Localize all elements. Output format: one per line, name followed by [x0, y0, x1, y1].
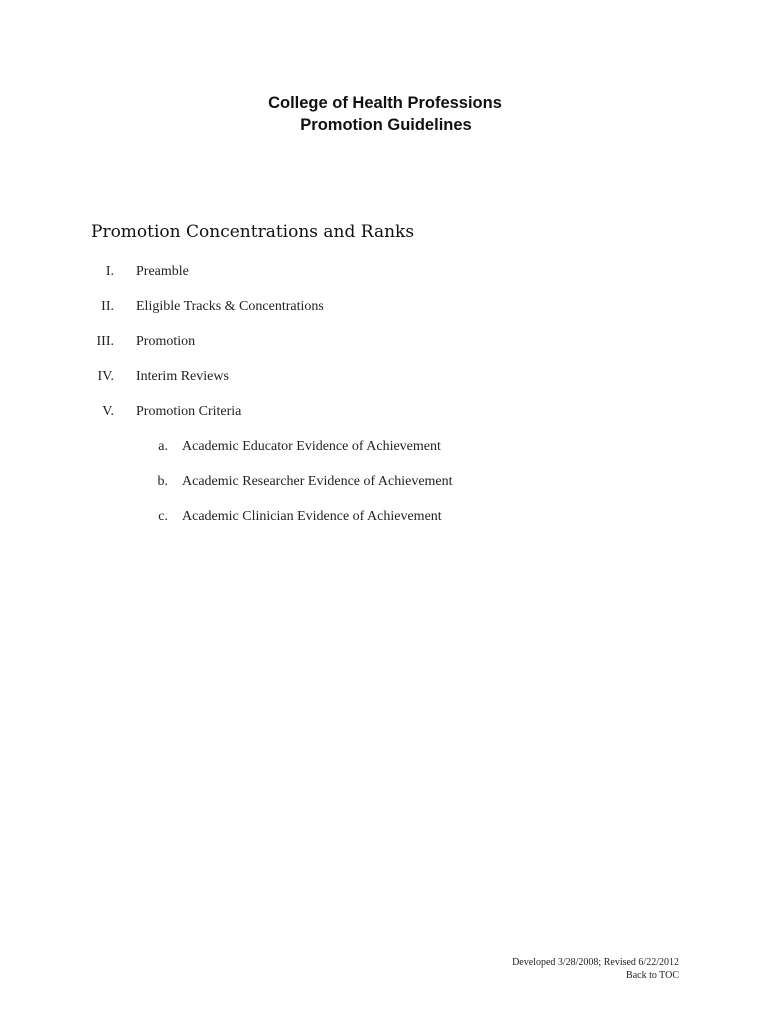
page-footer: [512, 956, 679, 982]
toc-subitem-educator[interactable]: [0, 437, 770, 472]
toc-sublist: [0, 437, 770, 542]
document-title: [0, 92, 770, 136]
toc-item-promotion-criteria[interactable]: [0, 402, 770, 437]
toc-item-label[interactable]: Promotion: [136, 334, 196, 349]
toc-subitem-label[interactable]: Academic Researcher Evidence of Achievement: [182, 474, 453, 489]
revision-dates: Developed 3/28/2008; Revised 6/22/2012: [512, 957, 679, 968]
toc-item-number: V.: [102, 404, 114, 419]
toc-item-label[interactable]: Interim Reviews: [136, 369, 229, 384]
toc-item-preamble[interactable]: [0, 262, 770, 297]
toc-subitem-clinician[interactable]: [0, 507, 770, 542]
toc-item-interim-reviews[interactable]: [0, 367, 770, 402]
title-line-college: College of Health Professions: [268, 94, 502, 112]
toc-subitem-researcher[interactable]: [0, 472, 770, 507]
title-line-guidelines: Promotion Guidelines: [300, 116, 472, 134]
toc-item-label[interactable]: Preamble: [136, 264, 189, 279]
toc-subitem-letter: c.: [158, 509, 168, 524]
back-to-toc-link[interactable]: Back to TOC: [626, 970, 679, 981]
toc-subitem-letter: a.: [158, 439, 168, 454]
toc-subitem-label[interactable]: Academic Educator Evidence of Achievement: [182, 439, 441, 454]
toc-item-promotion[interactable]: [0, 332, 770, 367]
toc-item-number: I.: [105, 264, 114, 279]
toc-item-number: IV.: [97, 369, 114, 384]
toc-item-number: II.: [101, 299, 114, 314]
toc-item-number: III.: [96, 334, 114, 349]
toc-list: [0, 262, 770, 437]
toc-subitem-label[interactable]: Academic Clinician Evidence of Achievement: [182, 509, 442, 524]
toc-item-eligible-tracks[interactable]: [0, 297, 770, 332]
toc-item-label[interactable]: Promotion Criteria: [136, 404, 242, 419]
toc-subitem-letter: b.: [157, 474, 168, 489]
section-heading: Promotion Concentrations and Ranks: [91, 222, 415, 242]
toc-item-label[interactable]: Eligible Tracks & Concentrations: [136, 299, 324, 314]
